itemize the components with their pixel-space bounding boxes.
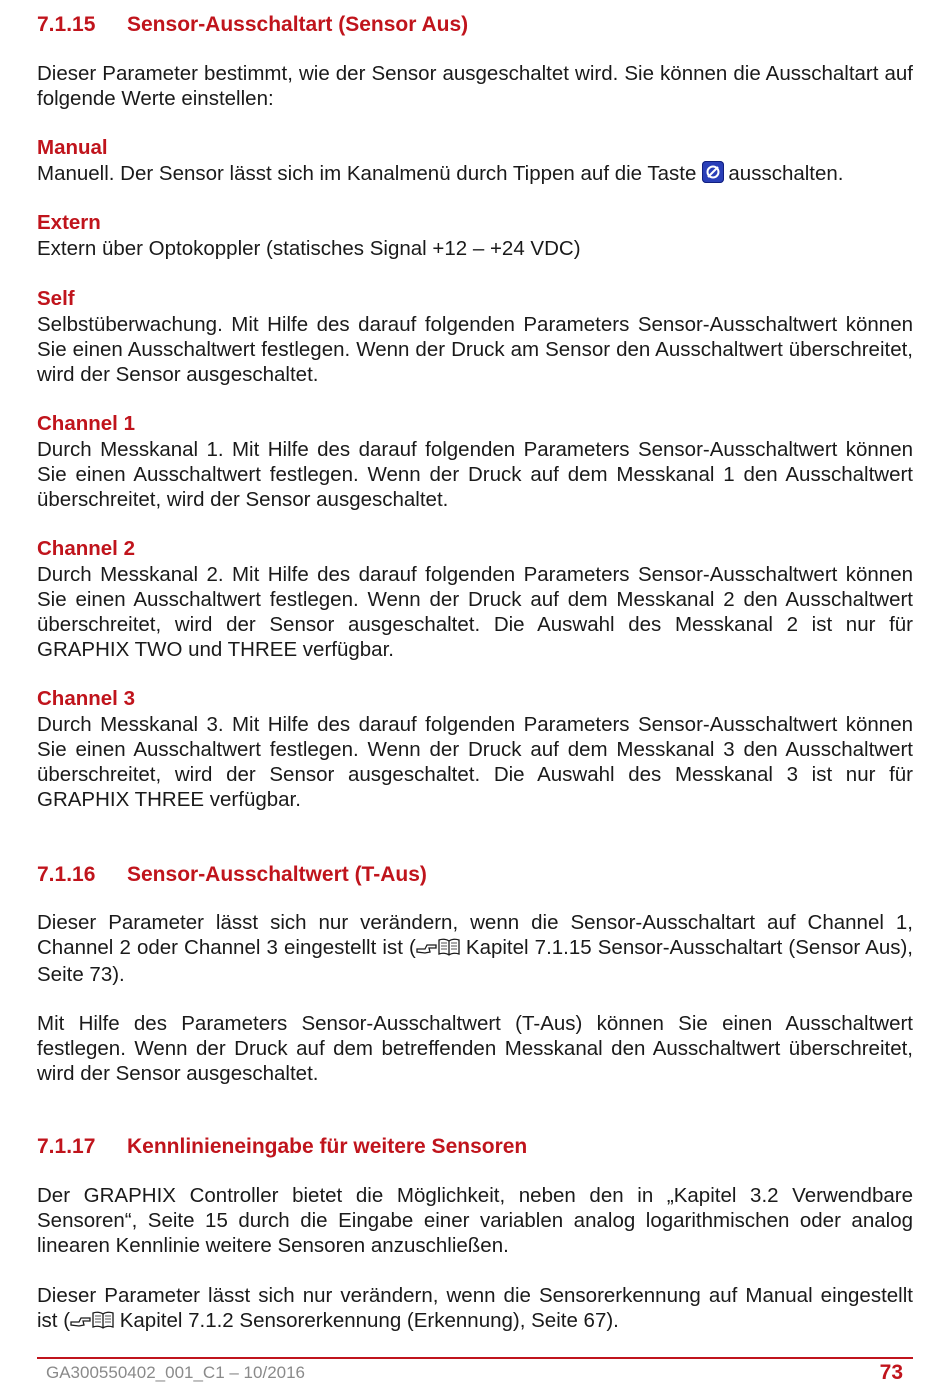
sensor-off-key-icon bbox=[702, 161, 724, 183]
option-term-self: Self bbox=[37, 287, 75, 310]
section-intro: Dieser Parameter bestimmt, wie der Sensor ausgeschaltet wird. Sie können die Ausschaltart auf folgende Werte einstellen: bbox=[37, 62, 913, 110]
open-book-icon bbox=[92, 1311, 114, 1329]
pointing-hand-icon bbox=[70, 1313, 92, 1329]
section-heading-7-1-17: 7.1.17 Kennlinieneingabe für weitere Sensoren bbox=[37, 1135, 528, 1158]
option-term-manual: Manual bbox=[37, 136, 108, 159]
option-desc-manual: Manuell. Der Sensor lässt sich im Kanalmenü durch Tippen auf die Taste ausschalten. bbox=[37, 162, 844, 185]
option-desc-self: Selbstüberwachung. Mit Hilfe des darauf folgenden Parameters Sensor-Ausschaltwert können Sie einen Ausschaltwert festlegen. Wenn der Druck am Sensor den Ausschaltwert überschreitet, wird der Sensor ausgeschaltet. bbox=[37, 313, 913, 386]
section-16-paragraph-2: Mit Hilfe des Parameters Sensor-Ausschaltwert (T-Aus) können Sie einen Ausschaltwert festlegen. Wenn der Druck auf dem betreffenden Messkanal den Ausschaltwert überschreitet, wird der Sensor ausgeschaltet. bbox=[37, 1012, 913, 1085]
footer-divider bbox=[37, 1357, 913, 1359]
section-17-paragraph-1: Der GRAPHIX Controller bietet die Möglichkeit, neben den in „Kapitel 3.2 Verwendbare Sensoren“, Seite 15 durch die Eingabe einer variablen analog logarithmischen oder analog linearen Kennlinie weitere Sensoren anzuschließen. bbox=[37, 1184, 913, 1257]
option-term-channel-3: Channel 3 bbox=[37, 687, 135, 710]
open-book-icon bbox=[438, 938, 460, 956]
option-desc-channel-2: Durch Messkanal 2. Mit Hilfe des darauf folgenden Parameters Sensor-Ausschaltwert können Sie einen Ausschaltwert festlegen. Wenn der Druck auf dem Messkanal 2 den Ausschaltwert überschreitet, wird der Sensor ausgeschaltet. Die Auswahl des Messkanal 2 ist nur für GRAPHIX TWO und THREE verfügbar. bbox=[37, 563, 913, 661]
option-term-channel-1: Channel 1 bbox=[37, 412, 135, 435]
option-desc-channel-3: Durch Messkanal 3. Mit Hilfe des darauf folgenden Parameters Sensor-Ausschaltwert können Sie einen Ausschaltwert festlegen. Wenn der Druck auf dem Messkanal 3 den Ausschaltwert überschreitet, wird der Sensor ausgeschaltet. Die Auswahl des Messkanal 3 ist nur für GRAPHIX THREE verfügbar. bbox=[37, 713, 913, 811]
option-desc-channel-1: Durch Messkanal 1. Mit Hilfe des darauf folgenden Parameters Sensor-Ausschaltwert können Sie einen Ausschaltwert festlegen. Wenn der Druck auf dem Messkanal 1 den Ausschaltwert überschreitet, wird der Sensor ausgeschaltet. bbox=[37, 438, 913, 511]
option-term-channel-2: Channel 2 bbox=[37, 537, 135, 560]
section-heading-7-1-16: 7.1.16 Sensor-Ausschaltwert (T-Aus) bbox=[37, 863, 427, 886]
footer-document-id: GA300550402_001_C1 – 10/2016 bbox=[46, 1363, 306, 1382]
option-desc-extern: Extern über Optokoppler (statisches Signal +12 – +24 VDC) bbox=[37, 237, 581, 260]
section-16-paragraph-1: Dieser Parameter lässt sich nur verändern, wenn die Sensor-Ausschaltart auf Channel 1, Channel 2 oder Channel 3 eingestellt ist ( Kapitel 7.1.15 Sensor-Ausschaltart (Sensor Aus), Seite 73). bbox=[37, 911, 913, 986]
pointing-hand-icon bbox=[416, 940, 438, 956]
section-17-paragraph-2: Dieser Parameter lässt sich nur verändern, wenn die Sensorerkennung auf Manual eingestellt ist ( Kapitel 7.1.2 Sensorerkennung (Erkennung), Seite 67). bbox=[37, 1284, 913, 1332]
section-heading-7-1-15: 7.1.15 Sensor-Ausschaltart (Sensor Aus) bbox=[37, 13, 469, 36]
option-term-extern: Extern bbox=[37, 211, 101, 234]
page-number: 73 bbox=[879, 1361, 903, 1384]
